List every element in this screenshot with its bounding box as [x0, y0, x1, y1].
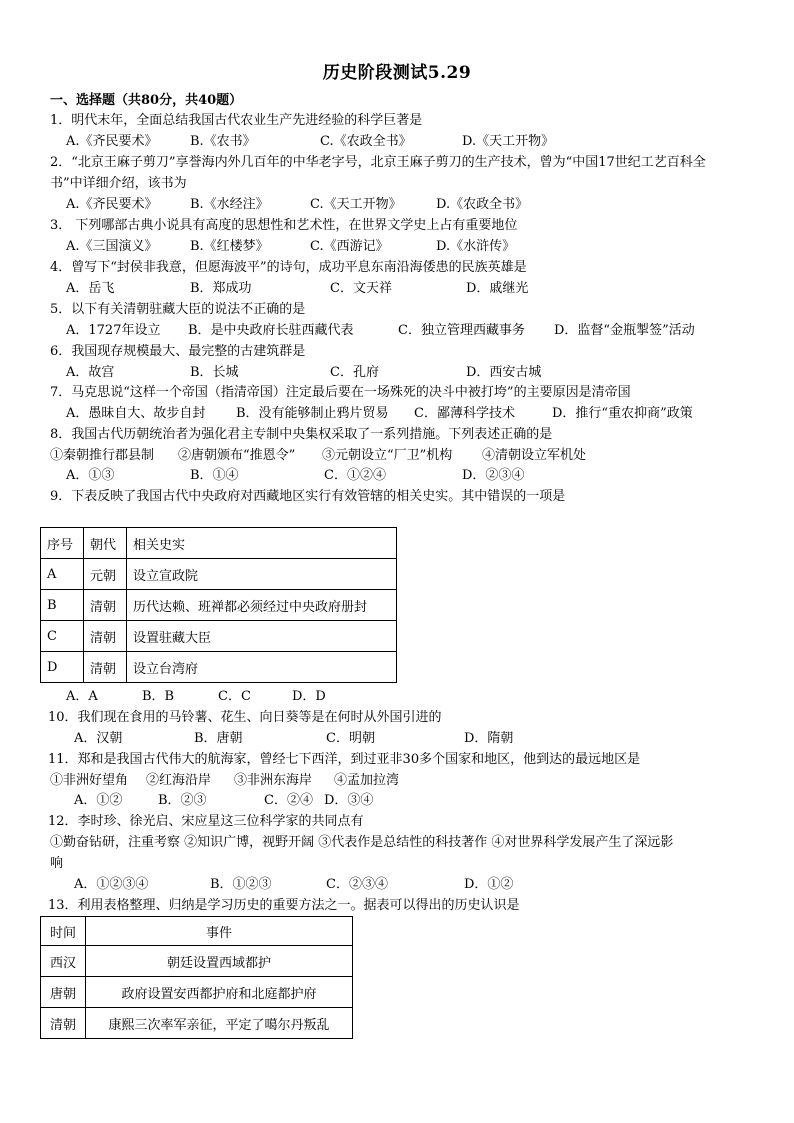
table-cell: 清朝	[84, 652, 127, 683]
table-row	[41, 652, 397, 683]
q12-option-c: C．②③④	[326, 877, 388, 892]
q11-option-c: C．②④	[264, 793, 313, 808]
q3-option-a: A.《三国演义》	[66, 239, 158, 254]
q8-option-a: A．①③	[66, 468, 115, 483]
section-heading: 一、选择题（共80分，共40题）	[50, 93, 243, 108]
table-cell: D	[41, 652, 84, 683]
q6-option-b: B．长城	[190, 365, 239, 380]
q10-option-c: C．明朝	[326, 731, 375, 746]
q6-stem: 6．我国现存规模最大、最完整的古建筑群是	[50, 344, 306, 359]
table-header-row	[41, 528, 397, 559]
q6-option-d: D．西安古城	[466, 365, 542, 380]
q11-option-a: A．①②	[74, 793, 123, 808]
table-row	[41, 977, 353, 1008]
q11-item-4: ④孟加拉湾	[334, 773, 400, 788]
q8-item-4: ④清朝设立军机处	[482, 448, 587, 463]
q8-stem: 8．我国古代历朝统治者为强化君主专制中央集权采取了一系列措施。下列表述正确的是	[50, 427, 553, 442]
q4-option-c: C．文天祥	[330, 281, 392, 296]
q12-items-line2: 响	[50, 856, 64, 871]
q7-option-c: C．鄙薄科学技术	[414, 406, 515, 421]
q3-option-b: B.《红楼梦》	[190, 239, 269, 254]
q9-option-c: C．C	[218, 689, 251, 704]
q3-option-d: D.《水浒传》	[436, 239, 516, 254]
table-cell: 历代达赖、班禅都必须经过中央政府册封	[127, 590, 397, 621]
q1-option-d: D.《天工开物》	[462, 134, 555, 149]
page-title: 历史阶段测试5.29	[322, 63, 472, 83]
table-header-cell: 事件	[86, 917, 353, 946]
table-cell: 西汉	[41, 946, 86, 977]
table-cell: B	[41, 590, 84, 621]
q10-option-a: A．汉朝	[74, 731, 123, 746]
q9-stem: 9．下表反映了我国古代中央政府对西藏地区实行有效管辖的相关史实。其中错误的一项是	[50, 489, 566, 504]
q10-option-d: D．隋朝	[464, 731, 514, 746]
table-cell: 清朝	[84, 621, 127, 652]
q7-option-d: D．推行“重农抑商”政策	[552, 406, 693, 421]
q11-item-2: ②红海沿岸	[146, 773, 212, 788]
table-cell: 设置驻藏大臣	[127, 621, 397, 652]
q5-option-a: A．1727年设立	[66, 323, 161, 338]
q11-stem: 11．郑和是我国古代伟大的航海家，曾经七下西洋，到过亚非30多个国家和地区，他到达的最远地区是	[48, 752, 641, 767]
q2-option-b: B.《水经注》	[190, 197, 269, 212]
table-cell: 设立宣政院	[127, 559, 397, 590]
q5-option-d: D．监督“金瓶掣签”活动	[554, 323, 695, 338]
table-header-cell: 时间	[41, 917, 86, 946]
q8-option-b: B．①④	[190, 468, 239, 483]
q9-option-a: A．A	[66, 689, 98, 704]
table-cell: 清朝	[84, 590, 127, 621]
q4-stem: 4．曾写下“封侯非我意，但愿海波平”的诗句，成功平息东南沿海倭患的民族英雄是	[50, 260, 527, 275]
q2-stem-line1: 2．“北京王麻子剪刀”享誉海内外几百年的中华老字号，北京王麻子剪刀的生产技术，曾为“中国17世纪工艺百科全	[50, 155, 706, 170]
table-cell: 元朝	[84, 559, 127, 590]
table-header-cell: 相关史实	[127, 528, 397, 559]
q7-option-a: A．愚昧自大、故步自封	[66, 406, 206, 421]
q1-stem: 1．明代末年，全面总结我国古代农业生产先进经验的科学巨著是	[50, 113, 423, 128]
table-row	[41, 559, 397, 590]
q12-option-a: A．①②③④	[74, 877, 149, 892]
q3-option-c: C.《西游记》	[310, 239, 389, 254]
q8-option-d: D．②③④	[462, 468, 525, 483]
q10-option-b: B．唐朝	[194, 731, 243, 746]
q4-option-b: B．郑成功	[190, 281, 252, 296]
q7-stem: 7．马克思说“这样一个帝国（指清帝国）注定最后要在一场殊死的决斗中被打垮”的主要原因是清帝国	[50, 385, 631, 400]
q11-option-d: D．③④	[324, 793, 374, 808]
q5-option-c: C．独立管理西藏事务	[398, 323, 525, 338]
table-header-cell: 朝代	[84, 528, 127, 559]
table-row	[41, 946, 353, 977]
q7-option-b: B．没有能够制止鸦片贸易	[236, 406, 389, 421]
q2-option-a: A.《齐民要术》	[66, 197, 158, 212]
q8-item-3: ③元朝设立“厂卫”机构	[322, 448, 453, 463]
q1-option-a: A.《齐民要术》	[66, 134, 158, 149]
table-cell: 政府设置安西都护府和北庭都护府	[86, 977, 353, 1008]
table-header-cell: 序号	[41, 528, 84, 559]
table-cell: 清朝	[41, 1008, 86, 1039]
q1-option-c: C.《农政全书》	[320, 134, 412, 149]
table-cell: C	[41, 621, 84, 652]
table-row	[41, 590, 397, 621]
q6-option-a: A．故宫	[66, 365, 115, 380]
q11-item-3: ③非洲东海岸	[234, 773, 313, 788]
q13-stem: 13．利用表格整理、归纳是学习历史的重要方法之一。据表可以得出的历史认识是	[48, 898, 520, 913]
table-cell: 朝廷设置西域都护	[86, 946, 353, 977]
q5-stem: 5．以下有关清朝驻藏大臣的说法不正确的是	[50, 302, 306, 317]
table-cell: 设立台湾府	[127, 652, 397, 683]
q4-option-d: D．戚继光	[466, 281, 529, 296]
q10-stem: 10．我们现在食用的马铃薯、花生、向日葵等是在何时从外国引进的	[48, 710, 442, 725]
q11-item-1: ①非洲好望角	[50, 773, 129, 788]
q12-option-b: B．①②③	[210, 877, 272, 892]
table-cell: 康熙三次率军亲征，平定了噶尔丹叛乱	[86, 1008, 353, 1039]
q8-option-c: C．①②④	[324, 468, 386, 483]
q12-items-line1: ①勤奋钻研，注重考察 ②知识广博，视野开阔 ③代表作是总结性的科技著作 ④对世界科学发展产生了深远影	[50, 835, 674, 850]
q12-option-d: D．①②	[464, 877, 514, 892]
q13-table	[40, 916, 353, 1039]
q2-option-c: C.《天工开物》	[310, 197, 402, 212]
q1-option-b: B.《农书》	[190, 134, 256, 149]
q2-option-d: D.《农政全书》	[436, 197, 529, 212]
q9-table	[40, 527, 397, 683]
table-row	[41, 621, 397, 652]
q2-stem-line2: 书”中详细介绍，该书为	[50, 176, 187, 191]
table-row	[41, 1008, 353, 1039]
q9-option-b: B．B	[142, 689, 175, 704]
q4-option-a: A．岳飞	[66, 281, 115, 296]
table-cell: 唐朝	[41, 977, 86, 1008]
q8-item-2: ②唐朝颁布“推恩令”	[178, 448, 296, 463]
q8-item-1: ①秦朝推行郡县制	[50, 448, 155, 463]
q12-stem: 12．李时珍、徐光启、宋应星这三位科学家的共同点有	[48, 814, 364, 829]
q9-option-d: D．D	[292, 689, 326, 704]
table-header-row	[41, 917, 353, 946]
q3-stem: 3． 下列哪部古典小说具有高度的思想性和艺术性，在世界文学史上占有重要地位	[50, 218, 518, 233]
table-cell: A	[41, 559, 84, 590]
q6-option-c: C．孔府	[330, 365, 379, 380]
q5-option-b: B．是中央政府长驻西藏代表	[188, 323, 354, 338]
q11-option-b: B．②③	[158, 793, 207, 808]
